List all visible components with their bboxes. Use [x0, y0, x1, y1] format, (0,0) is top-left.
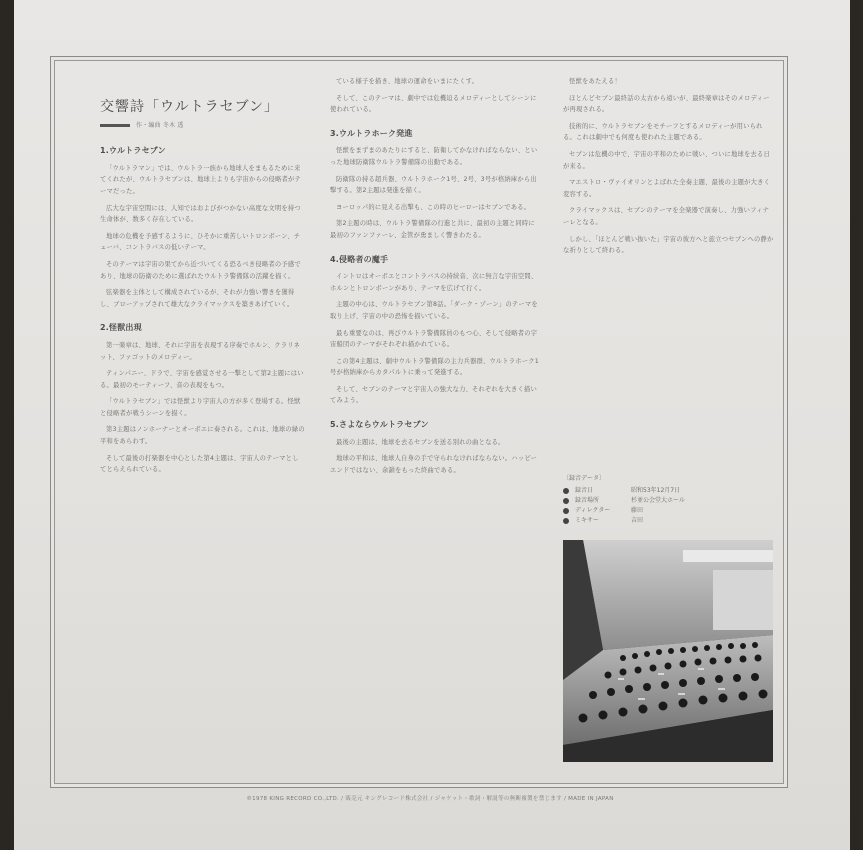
- paragraph: そして、セブンのテーマと宇宙人の強大な力、それぞれを大きく描いてみよう。: [330, 385, 538, 405]
- paragraph: 最後の主題は、地球を去るセブンを送る別れの曲となる。: [336, 438, 505, 446]
- paragraph: ヨーロッパ的に見える出撃も、この時のヒーローはセブンである。: [336, 203, 531, 211]
- recording-data-row: [563, 496, 775, 506]
- section-heading: 2.怪獣出現: [100, 323, 142, 333]
- paragraph: イントロはオーボエとコントラバスの持続音、次に無言な宇宙空間、ホルンとトロンボーンがあり、テーマを広げて行く。: [330, 273, 538, 292]
- paragraph: 怪獣をあたえる！: [569, 78, 621, 85]
- paragraph: ている様子を描き、地球の運命をいまにたくす。: [336, 78, 479, 85]
- credit-text: 作・編曲 冬木 透: [136, 121, 184, 129]
- page-title: 交響詩「ウルトラセブン」: [100, 99, 280, 115]
- paragraph: 「ウルトラマン」では、ウルトラ一族から地球人をまもるために来てくれたが、ウルトラセブンは、地球上よりも宇宙からの侵略者がテーマだった。: [100, 164, 301, 195]
- bullet-icon: [563, 508, 569, 514]
- paragraph: 「ウルトラセブン」では怪獣より宇宙人の方が多く登場する。怪獣と侵略者が戦うシーンを描く。: [100, 398, 301, 417]
- data-key: 録音日: [575, 487, 594, 494]
- composer-credit: [100, 120, 305, 132]
- paragraph: 防衛隊の持る超兵器、ウルトラホーク1号、2号、3号が格納庫から出撃する。第2主題は発進を描く。: [330, 175, 537, 195]
- recording-data: [563, 474, 775, 526]
- paragraph: 地球の平和は、地球人自身の手で守られなければならない。ハッピーエンドではない、余韻をもった終曲である。: [330, 455, 538, 474]
- data-key: ディレクター: [575, 507, 611, 514]
- paragraph: この第4主題は、劇中ウルトラ警備隊の主力兵器群、ウルトラホーク1号が格納庫からカタパルトに乗って発進する。: [330, 357, 539, 377]
- recording-data-row: [563, 516, 775, 526]
- paragraph: マエストロ・ヴァイオリンとよばれた全奏主題、最後の主題が大きく変容する。: [563, 179, 771, 198]
- paragraph: 最も重要なのは、再びウルトラ警備隊員のもつ心、そして侵略者の宇宙船団のテーマがそれぞれ描かれている。: [330, 329, 538, 349]
- section-heading: 4.侵略者の魔手: [330, 254, 389, 264]
- paragraph: そのテーマは宇宙の果てから近づいてくる恐るべき侵略者の予感であり、地球の防衛のために選ばれたウルトラ警備隊の活躍を描く。: [100, 260, 301, 280]
- column-2: [330, 76, 540, 760]
- bullet-icon: [563, 488, 569, 494]
- paragraph: クライマックスは、セブンのテーマを全楽器で演奏し、力強いフィナーレとなる。: [563, 207, 770, 226]
- paragraph: ティンパニー、ドラで、宇宙を感覚させる一撃として第2主題にはいる。最初のモーティーフ、音の表現をもつ。: [100, 370, 304, 389]
- paragraph: 怪獣をまずまのあたりにすると、防衛してかなければならない、といった地球防衛隊ウルトラ警備隊の出動である。: [330, 147, 538, 166]
- footer-copyright: ℗1978 KING RECORD CO.,LTD. / 販売元 キングレコード株式会社 / ジャケット・歌詞・解説等の無断複製を禁じます / MADE IN JAPAN: [246, 796, 614, 802]
- data-key: ミキサー: [575, 517, 600, 524]
- bullet-icon: [563, 498, 569, 504]
- bullet-icon: [563, 518, 569, 524]
- data-key: 録音場所: [575, 497, 600, 504]
- credit-bar: [100, 124, 130, 127]
- paragraph: 広大な宇宙空間には、人知ではおよびがつかない高度な文明を持つ生命体が、数多く存在している。: [100, 204, 301, 224]
- paragraph: 第2主題の時は、ウルトラ警備隊の行進と共に、最初の主題と同時に最初のファンファーレ、金管が勇ましく響きわたる。: [330, 220, 535, 239]
- section-heading: 5.さよならウルトラセブン: [330, 420, 429, 430]
- paragraph: 第3主題はノンホーナーとオーボエに奏される。これは、地球の緑の平和をあらわす。: [100, 426, 305, 446]
- paragraph: しかし、「ほとんど戦い抜いた」宇宙の彼方へと旅立つセブンへの静かな祈りとして終わる。: [563, 235, 774, 255]
- orchestra-hall-image: [563, 540, 773, 762]
- recording-data-heading: 〔録音データ〕: [563, 475, 606, 482]
- column-1: [100, 80, 305, 760]
- paragraph: そして、このテーマは、劇中では危機迫るメロディーとしてシーンに使われている。: [330, 94, 537, 114]
- paragraph: セブンは危機の中で、宇宙の平和のために戦い、ついに地球を去る日が来る。: [563, 150, 771, 170]
- recording-data-row: [563, 486, 775, 496]
- data-value: 吉田: [631, 517, 644, 524]
- section-heading: 3.ウルトラホーク発進: [330, 128, 413, 138]
- orchestra-photo: [563, 540, 773, 762]
- section-heading: 1.ウルトラセブン: [100, 146, 166, 156]
- paragraph: 主題の中心は、ウルトラセブン第8話。「ダーク・ゾーン」のテーマを取り上げ、宇宙の中の恐怖を描いている。: [330, 301, 538, 320]
- paragraph: ほとんどセブン最終話の太古から遠いが、最終楽章はそのメロディーが再現される。: [563, 94, 770, 114]
- paragraph: 弦楽器を主体として構成されているが、それが力強い響きを獲得し、ブローアップされて雄大なクライマックスを築きあげていく。: [100, 289, 295, 308]
- data-value: 昭和53年12月7日: [631, 487, 681, 494]
- recording-data-row: [563, 506, 775, 516]
- column-3: [563, 76, 775, 530]
- paragraph: そして最後の打楽器を中心とした第4主題は、宇宙人のテーマとしてとらえられている。: [100, 454, 299, 474]
- paragraph: 第一楽章は、地球、それに宇宙を表現する序奏でホルン、クラリネット、ファゴットのメロディー。: [100, 341, 301, 361]
- paragraph: 技術的に、ウルトラセブンをモチーフとするメロディーが用いられる。これは劇中でも何度も使われた主題である。: [563, 122, 763, 142]
- data-value: 藤田: [631, 507, 644, 514]
- data-value: 杉並公会堂大ホール: [631, 497, 685, 504]
- paragraph: 地球の危機を予感するように、ひそかに重苦しいトロンボーン、チューバ、コントラバスの低いテーマ。: [100, 232, 301, 252]
